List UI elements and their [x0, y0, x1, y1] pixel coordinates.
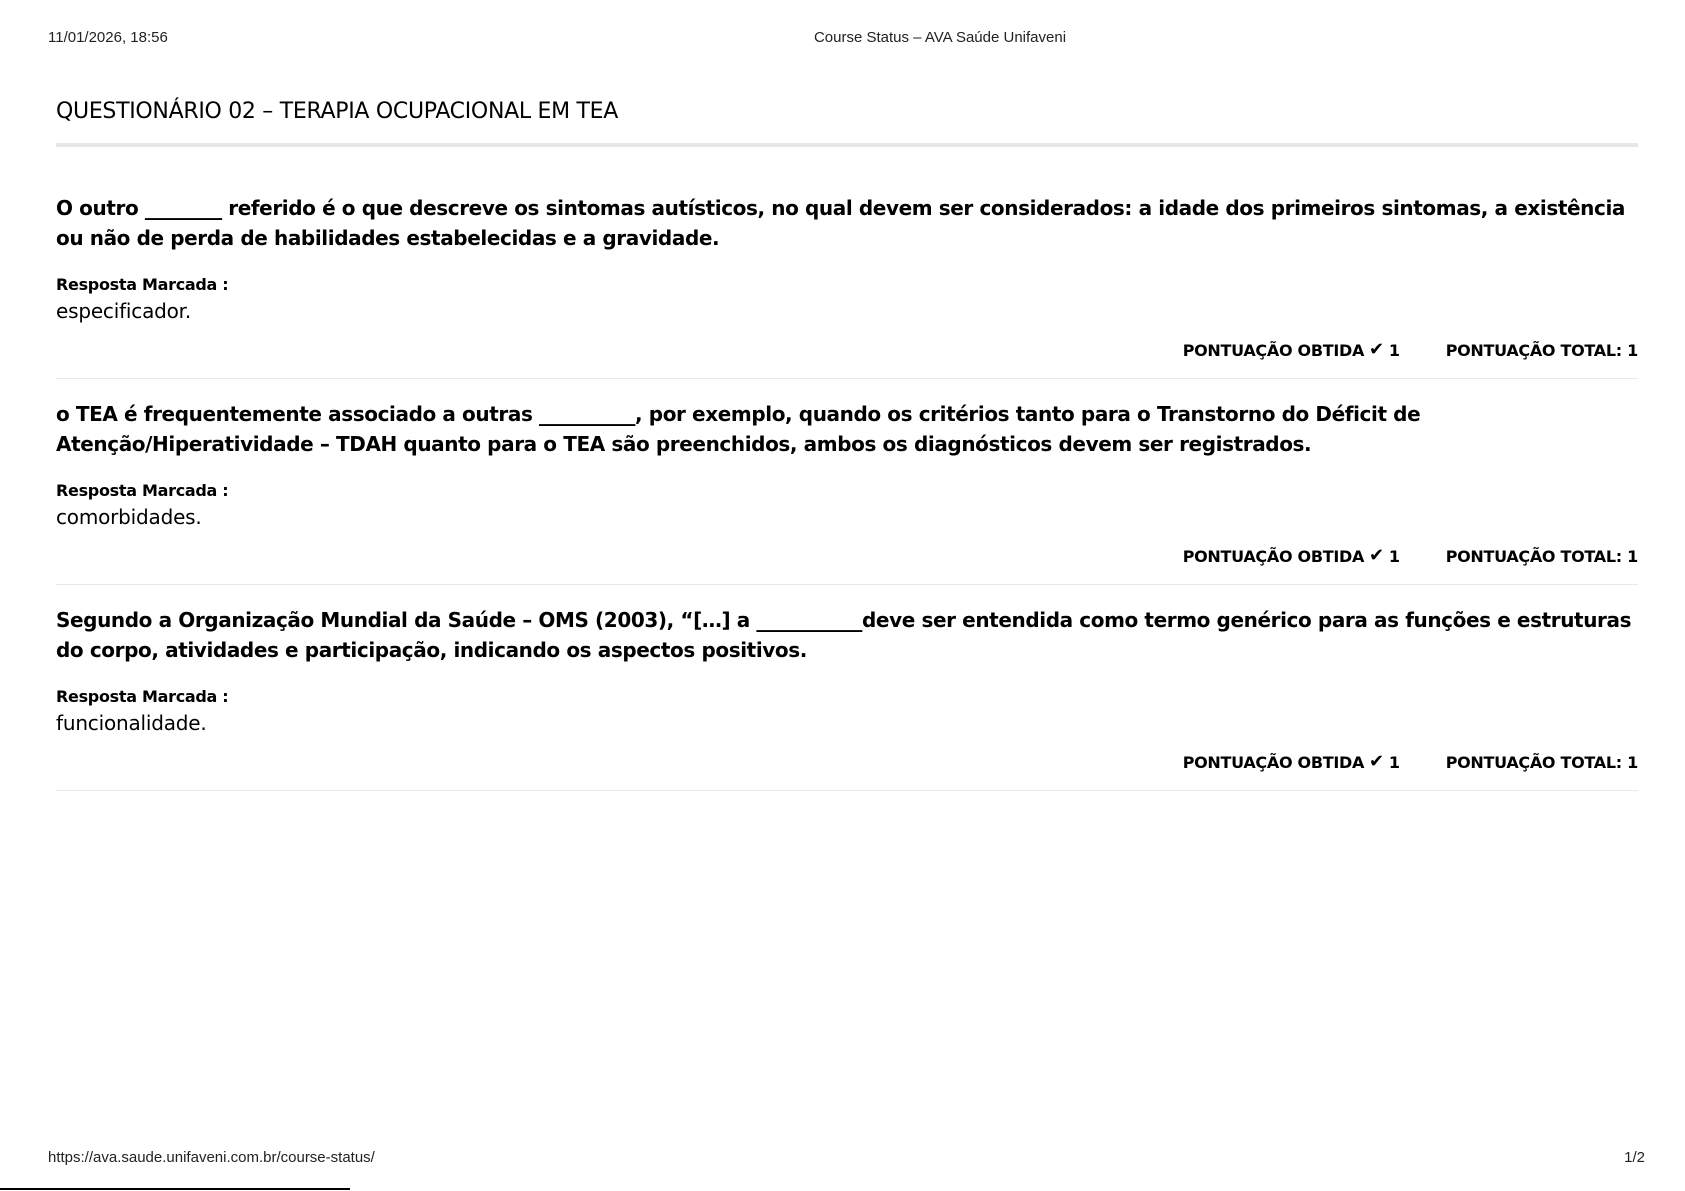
score-row — [56, 753, 1638, 790]
answer-label: Resposta Marcada : — [56, 274, 229, 294]
score-row — [56, 547, 1638, 584]
check-icon: ✔ — [1369, 545, 1384, 567]
score-total-value: 1 — [1627, 340, 1638, 360]
score-obtained-value: 1 — [1388, 546, 1400, 566]
question-item-3 — [56, 585, 1638, 791]
score-row — [56, 341, 1638, 378]
answer-value: funcionalidade. — [56, 710, 207, 735]
score-total — [1446, 547, 1638, 566]
quiz-title: QUESTIONÁRIO 02 – TERAPIA OCUPACIONAL EM TEA — [56, 98, 1638, 147]
question-item-1 — [56, 147, 1638, 379]
question-text: o TEA é frequentemente associado a outras __________, por exemplo, quando os critérios tanto para o Transtorno do Déficit de Atenção/Hiperatividade – TDAH quanto para o TEA são preenchidos, ambos os diagnósticos devem ser registrados. — [56, 401, 1421, 456]
answer-value: comorbidades. — [56, 504, 202, 529]
score-total-value: 1 — [1627, 546, 1638, 566]
score-total — [1446, 341, 1638, 360]
score-total-label: PONTUAÇÃO TOTAL: — [1445, 546, 1622, 566]
answer-label: Resposta Marcada : — [56, 686, 229, 706]
score-obtained-value: 1 — [1388, 752, 1400, 772]
score-total-label: PONTUAÇÃO TOTAL: — [1445, 752, 1622, 772]
score-obtained-label: PONTUAÇÃO OBTIDA — [1182, 546, 1365, 566]
print-page-title: Course Status – AVA Saúde Unifaveni — [813, 29, 1067, 46]
score-obtained-value: 1 — [1388, 340, 1400, 360]
score-obtained — [1183, 547, 1400, 566]
check-icon: ✔ — [1369, 339, 1384, 361]
print-page-number: 1/2 — [1624, 1149, 1645, 1166]
score-total-label: PONTUAÇÃO TOTAL: — [1445, 340, 1622, 360]
question-item-2 — [56, 379, 1638, 585]
score-total — [1446, 753, 1638, 772]
score-obtained-label: PONTUAÇÃO OBTIDA — [1182, 340, 1365, 360]
print-url: https://ava.saude.unifaveni.com.br/course-status/ — [48, 1149, 375, 1166]
score-total-value: 1 — [1627, 752, 1638, 772]
answer-value: especificador. — [56, 298, 192, 323]
score-obtained — [1183, 341, 1400, 360]
page-cut-line — [0, 1188, 350, 1190]
score-obtained — [1183, 753, 1400, 772]
print-datetime: 11/01/2026, 18:56 — [48, 29, 168, 46]
question-text: O outro ________ referido é o que descreve os sintomas autísticos, no qual devem ser considerados: a idade dos primeiros sintomas, a existência ou não de perda de habilidades estabelecidas e a gravidade. — [56, 195, 1626, 250]
quiz-content — [56, 98, 1638, 791]
score-obtained-label: PONTUAÇÃO OBTIDA — [1182, 752, 1365, 772]
check-icon: ✔ — [1369, 751, 1384, 773]
question-text: Segundo a Organização Mundial da Saúde – OMS (2003), “[…] a ___________deve ser entendida como termo genérico para as funções e estruturas do corpo, atividades e participação, indicando os aspectos positivos. — [56, 607, 1632, 662]
answer-label: Resposta Marcada : — [56, 480, 229, 500]
